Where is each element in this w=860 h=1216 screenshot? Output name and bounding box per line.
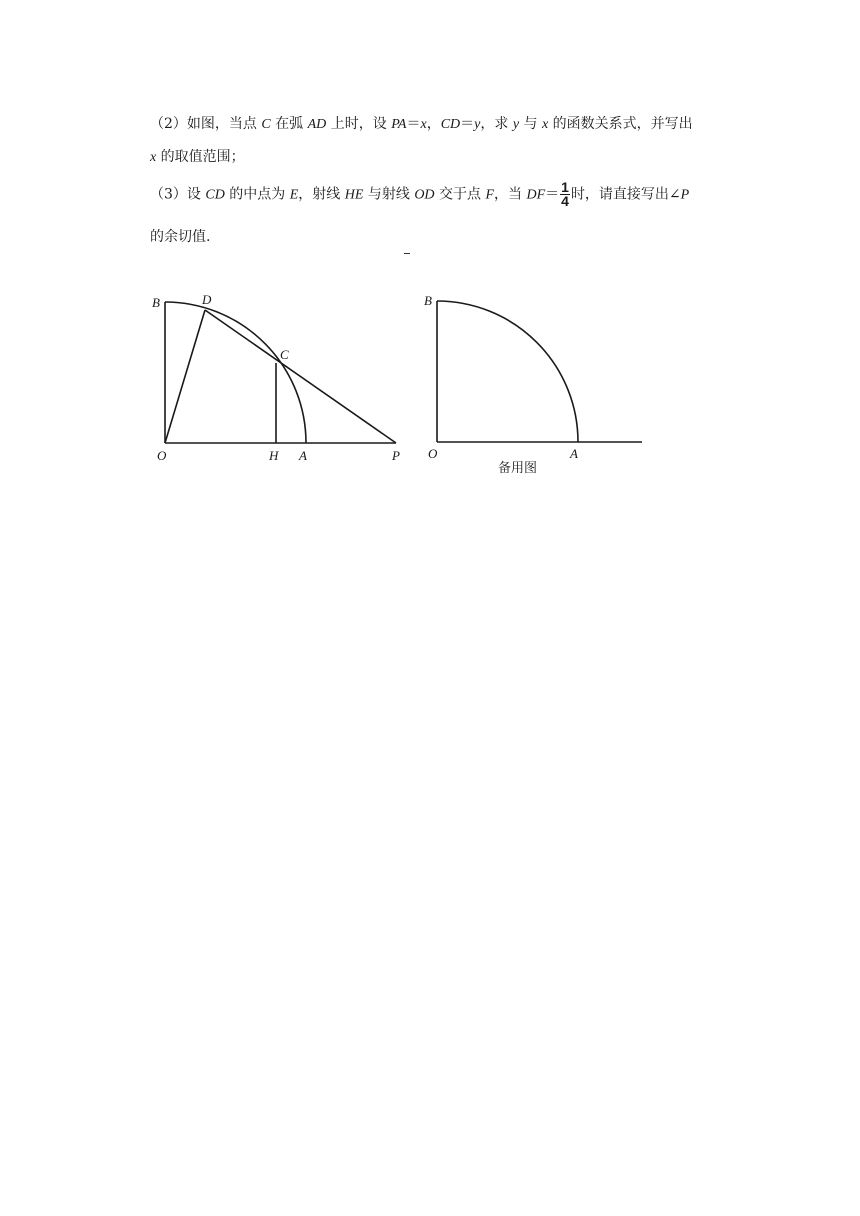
figure-spare-labels [424, 293, 578, 475]
segment-DP [205, 310, 396, 443]
label-B: B [152, 295, 160, 310]
fraction-one-quarter: $\frac{1}{4}$ [561, 179, 569, 209]
q2-line2: x 的取值范围； [150, 149, 245, 165]
q2-line1: （2）如图，当点 C 在弧 AD 上时，设 PA＝x，CD＝y，求 y 与 x 的函数关系式，并写出 [150, 116, 693, 132]
label-A: A [299, 448, 307, 463]
label-D: D [202, 292, 212, 307]
q3-line1: （3）设 CD 的中点为 E，射线 HE 与射线 OD 交于点 F，当 DF＝ $\frac{1}{4}$ 时，请直接写出∠P [150, 179, 690, 209]
figure-main [165, 302, 396, 443]
label-B-spare: B [424, 293, 432, 308]
segment-OD [165, 310, 205, 443]
label-A-spare: A [570, 446, 578, 461]
arc-BA-spare [437, 301, 578, 442]
label-O-spare: O [428, 446, 438, 461]
label-H: H [269, 448, 279, 463]
label-P: P [392, 448, 400, 463]
label-O: O [157, 448, 167, 463]
caption-spare-figure: 备用图 [498, 460, 538, 475]
q3-line2: 的余切值. [150, 229, 211, 245]
figure-spare [437, 301, 642, 442]
label-C: C [280, 347, 289, 362]
